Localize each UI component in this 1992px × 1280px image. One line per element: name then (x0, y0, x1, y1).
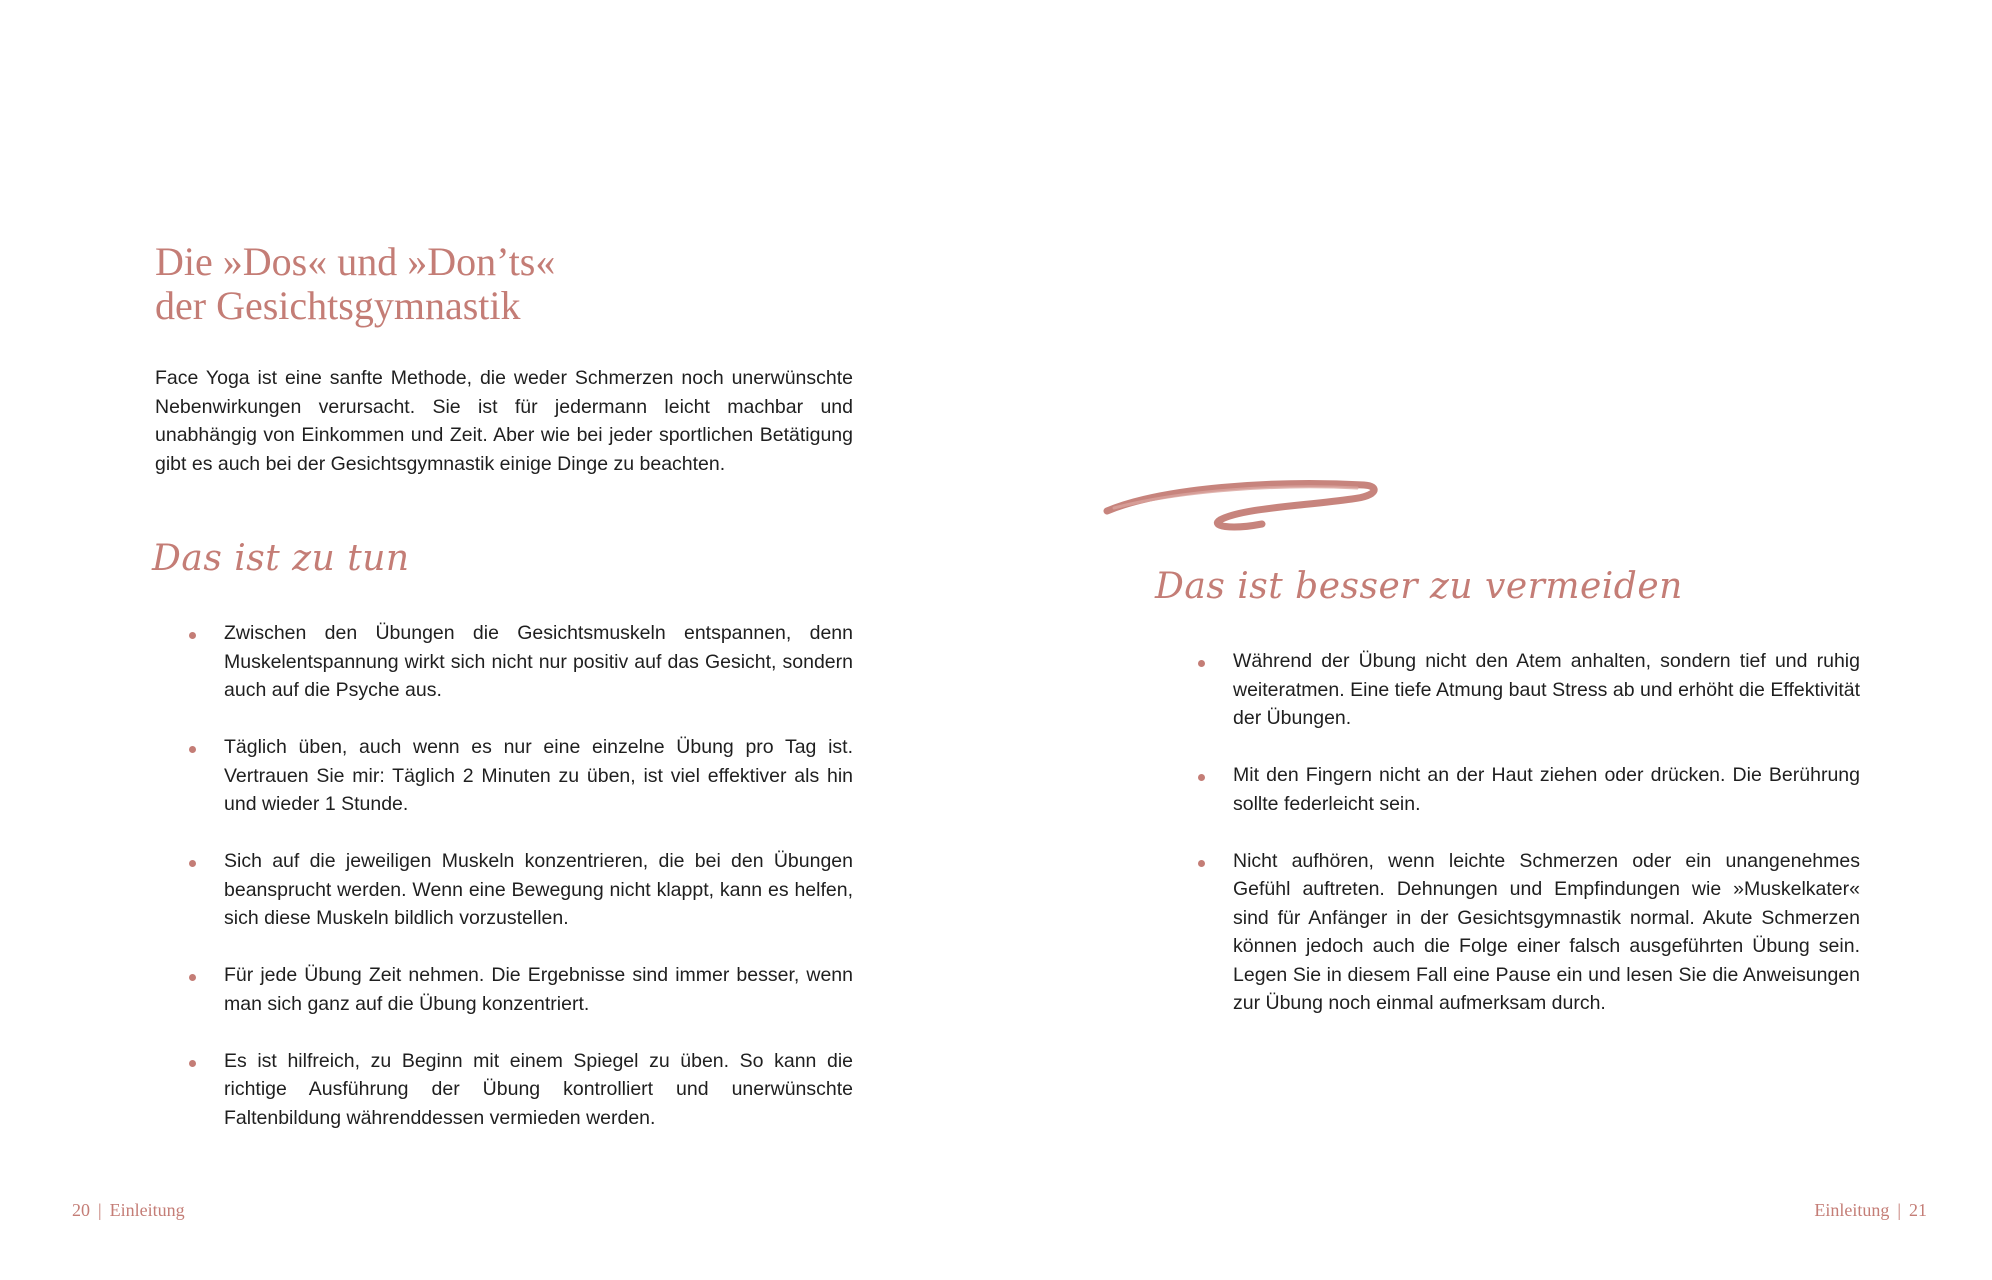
dos-heading: Das ist zu tun (152, 538, 410, 579)
list-item-text: Mit den Fingern nicht an der Haut ziehen oder drücken. Die Berührung sollte federleicht sein. (1233, 764, 1860, 815)
footer-left (72, 1200, 185, 1221)
list-item (1233, 761, 1860, 818)
page-number: 21 (1909, 1200, 1927, 1220)
page-title-line-2: der Gesichtsgymnastik (155, 283, 521, 328)
bullet-icon (189, 1060, 196, 1067)
bullet-icon (189, 746, 196, 753)
footer-separator: | (1897, 1200, 1901, 1220)
page-title (155, 240, 555, 328)
brush-stroke-icon (1102, 468, 1382, 540)
list-item (1233, 647, 1860, 733)
list-item-text: Sich auf die jeweiligen Muskeln konzentrieren, die bei den Übungen beansprucht werden. Wenn eine Bewegung nicht klappt, kann es helfen, sich diese Muskeln bildlich vorzustellen. (224, 850, 853, 929)
list-item-text: Es ist hilfreich, zu Beginn mit einem Spiegel zu üben. So kann die richtige Ausführung der Übung kontrolliert und unerwünschte Faltenbildung währenddessen vermieden werden. (224, 1049, 853, 1129)
list-item (224, 847, 853, 933)
intro-paragraph: Face Yoga ist eine sanfte Methode, die weder Schmerzen noch unerwünschte Nebenwirkungen verursacht. Sie ist für jedermann leicht machbar und unabhängig von Einkommen und Zeit. Aber wie bei jeder sportlichen Betätigung gibt es auch bei der Gesichtsgymnastik einige Dinge zu beachten. (155, 367, 853, 475)
footer-separator: | (98, 1200, 102, 1220)
list-item-text: Für jede Übung Zeit nehmen. Die Ergebnisse sind immer besser, wenn man sich ganz auf die Übung konzentriert. (224, 964, 853, 1015)
footer-right (1814, 1200, 1927, 1221)
bullet-icon (1198, 660, 1205, 667)
list-item (224, 619, 853, 705)
page-number: 20 (72, 1200, 90, 1220)
list-item (224, 733, 853, 819)
list-item (224, 961, 853, 1018)
list-item (1233, 847, 1860, 1018)
bullet-icon (1198, 860, 1205, 867)
page-title-line-1: Die »Dos« und »Don’ts« (155, 239, 556, 284)
donts-heading: Das ist besser zu vermeiden (1155, 566, 1683, 607)
bullet-icon (189, 974, 196, 981)
dos-list (224, 619, 853, 1161)
footer-section: Einleitung (109, 1200, 185, 1220)
list-item (224, 1047, 853, 1133)
bullet-icon (189, 632, 196, 639)
donts-list (1233, 647, 1860, 1046)
list-item-text: Zwischen den Übungen die Gesichtsmuskeln entspannen, denn Muskelentspannung wirkt sich nicht nur positiv auf das Gesicht, sondern auch auf die Psyche aus. (224, 622, 853, 701)
list-item-text: Während der Übung nicht den Atem anhalten, sondern tief und ruhig weiteratmen. Eine tiefe Atmung baut Stress ab und erhöht die Effektivität der Übungen. (1233, 650, 1860, 729)
bullet-icon (189, 860, 196, 867)
list-item-text: Nicht aufhören, wenn leichte Schmerzen oder ein unangenehmes Gefühl auftreten. Dehnungen und Empfindungen wie »Muskelkater« sind für Anfänger in der Gesichtsgymnastik normal. Akute Schmerzen können jedoch auch die Folge einer falsch ausgeführten Übung sein. Legen Sie in diesem Fall eine Pause ein und lesen Sie die Anweisungen zur Übung noch einmal aufmerksam durch. (1233, 849, 1860, 1014)
footer-section: Einleitung (1814, 1200, 1890, 1220)
right-page (996, 0, 1992, 1280)
bullet-icon (1198, 774, 1205, 781)
list-item-text: Täglich üben, auch wenn es nur eine einzelne Übung pro Tag ist. Vertrauen Sie mir: Täglich 2 Minuten zu üben, ist viel effektiver als hin und wieder 1 Stunde. (224, 736, 853, 815)
